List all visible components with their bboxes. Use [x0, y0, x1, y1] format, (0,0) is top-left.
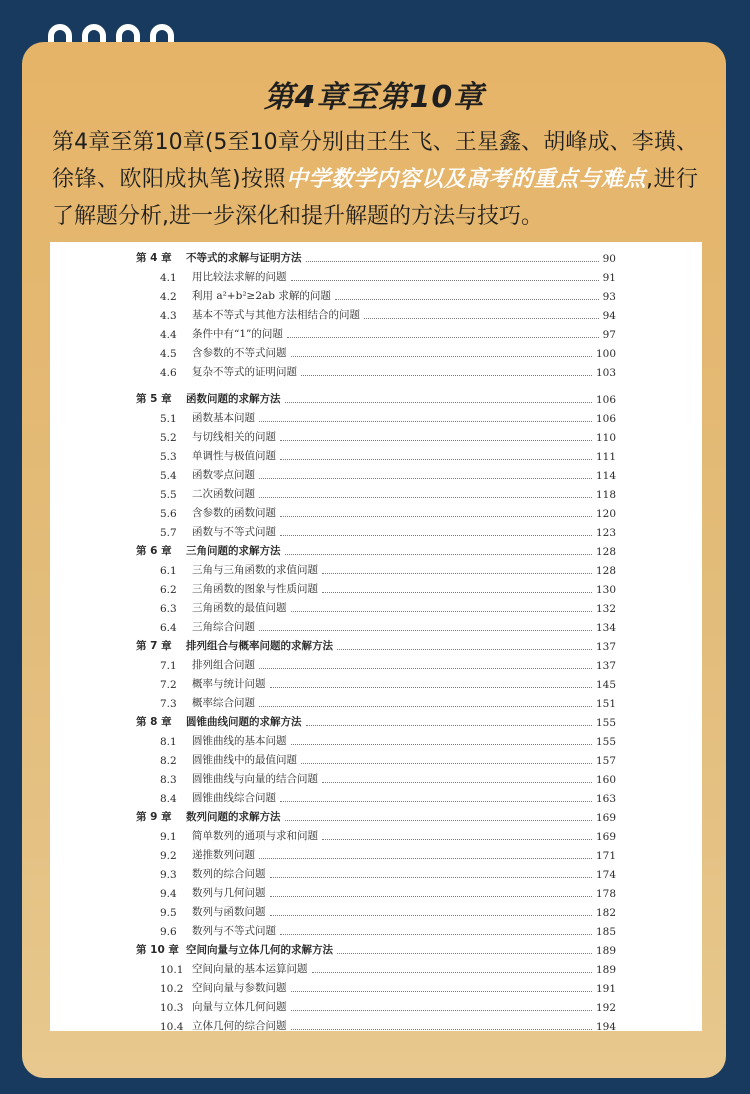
dot-leader — [259, 630, 592, 631]
dot-leader — [364, 318, 599, 319]
section-entry-page: 118 — [595, 489, 616, 501]
section-entry-number: 7.1 — [160, 660, 177, 672]
section-entry — [136, 341, 616, 360]
section-entry-page: 169 — [595, 831, 616, 843]
section-entry-page: 171 — [595, 850, 616, 862]
dot-leader — [322, 839, 592, 840]
chapter-heading-number: 第 10 章 — [136, 944, 179, 956]
section-entry-page: 145 — [595, 679, 616, 691]
section-entry — [136, 976, 616, 995]
section-entry-title: 函数零点问题 — [192, 469, 255, 481]
section-entry-number: 4.1 — [160, 272, 177, 284]
section-entry-page: 91 — [602, 272, 616, 284]
section-entry-title: 利用 a²+b²≥2ab 求解的问题 — [192, 290, 331, 302]
section-entry-number: 4.4 — [160, 329, 177, 341]
section-entry-number: 10.4 — [160, 1021, 184, 1033]
section-entry-number: 6.4 — [160, 622, 177, 634]
section-entry-title: 条件中有“1”的问题 — [192, 328, 283, 340]
dot-leader — [335, 299, 599, 300]
section-entry-number: 5.5 — [160, 489, 177, 501]
dot-leader — [287, 337, 599, 338]
section-entry-number: 4.5 — [160, 348, 177, 360]
section-entry-title: 三角与三角函数的求值问题 — [192, 564, 318, 576]
chapter-heading-page: 106 — [595, 394, 616, 406]
chapter-heading — [136, 246, 616, 265]
section-entry-page: 114 — [595, 470, 616, 482]
dot-leader — [291, 280, 599, 281]
section-entry-page: 189 — [595, 964, 616, 976]
section-entry-title: 空间向量与参数问题 — [192, 982, 287, 994]
section-entry — [136, 881, 616, 900]
section-entry-title: 函数基本问题 — [192, 412, 255, 424]
section-entry-title: 函数与不等式问题 — [192, 526, 276, 538]
dot-leader — [291, 991, 592, 992]
section-entry — [136, 520, 616, 539]
chapter-heading-page: 169 — [595, 812, 616, 824]
section-entry — [136, 615, 616, 634]
section-entry-page: 178 — [595, 888, 616, 900]
section-entry-number: 8.1 — [160, 736, 177, 748]
toc-chapter — [136, 246, 616, 379]
section-entry-page: 174 — [595, 869, 616, 881]
section-entry — [136, 265, 616, 284]
dot-leader — [312, 972, 592, 973]
chapter-heading — [136, 387, 616, 406]
section-entry-number: 10.3 — [160, 1002, 184, 1014]
section-entry-page: 103 — [595, 367, 616, 379]
section-entry-number: 5.2 — [160, 432, 177, 444]
section-entry-title: 二次函数问题 — [192, 488, 255, 500]
dot-leader — [280, 459, 592, 460]
section-entry-title: 含参数的不等式问题 — [192, 347, 287, 359]
section-entry — [136, 1014, 616, 1033]
chapter-heading-title: 函数问题的求解方法 — [186, 393, 281, 405]
intro-paragraph — [52, 124, 698, 235]
dot-leader — [291, 744, 592, 745]
chapter-heading — [136, 710, 616, 729]
chapter-heading-title: 数列问题的求解方法 — [186, 811, 281, 823]
chapter-heading-title: 排列组合与概率问题的求解方法 — [186, 640, 333, 652]
section-entry-number: 9.3 — [160, 869, 177, 881]
section-entry — [136, 691, 616, 710]
intro-text: 第4章至第10章(5至10章分别由王生飞、王星鑫、胡峰成、李璜、徐锋、欧阳成执笔)按照 — [52, 130, 698, 192]
dot-leader — [306, 261, 599, 262]
section-entry-title: 递推数列问题 — [192, 849, 255, 861]
section-entry-page: 151 — [595, 698, 616, 710]
chapter-heading-number: 第 7 章 — [136, 640, 172, 652]
dot-leader — [322, 782, 592, 783]
table-of-contents — [50, 242, 702, 1031]
section-entry-number: 9.5 — [160, 907, 177, 919]
section-entry — [136, 558, 616, 577]
section-entry — [136, 767, 616, 786]
toc-chapter — [136, 387, 616, 539]
section-entry-number: 5.6 — [160, 508, 177, 520]
section-entry-number: 4.3 — [160, 310, 177, 322]
section-entry — [136, 322, 616, 341]
section-entry-page: 111 — [595, 451, 616, 463]
chapter-heading-page: 155 — [595, 717, 616, 729]
dot-leader — [270, 877, 592, 878]
dot-leader — [306, 725, 592, 726]
section-entry-page: 160 — [595, 774, 616, 786]
chapter-heading-title: 三角问题的求解方法 — [186, 545, 281, 557]
section-entry-title: 基本不等式与其他方法相结合的问题 — [192, 309, 360, 321]
section-entry-number: 10.1 — [160, 964, 184, 976]
section-entry-number: 5.3 — [160, 451, 177, 463]
section-entry-title: 空间向量的基本运算问题 — [192, 963, 308, 975]
section-entry-title: 排列组合问题 — [192, 659, 255, 671]
chapter-heading-title: 圆锥曲线问题的求解方法 — [186, 716, 302, 728]
toc-chapter — [136, 634, 616, 710]
toc-chapter — [136, 938, 616, 1033]
dot-leader — [259, 668, 592, 669]
section-entry-number: 4.6 — [160, 367, 177, 379]
section-entry — [136, 444, 616, 463]
section-entry-page: 185 — [595, 926, 616, 938]
dot-leader — [291, 1010, 592, 1011]
chapter-heading-page: 128 — [595, 546, 616, 558]
section-entry-title: 三角函数的图象与性质问题 — [192, 583, 318, 595]
section-entry-title: 概率综合问题 — [192, 697, 255, 709]
chapter-heading — [136, 539, 616, 558]
section-entry — [136, 748, 616, 767]
section-entry-page: 128 — [595, 565, 616, 577]
chapter-heading-page: 189 — [595, 945, 616, 957]
section-entry-title: 立体几何的综合问题 — [192, 1020, 287, 1032]
intro-highlight: 中学数学内容以及高考的重点与难点 — [286, 167, 646, 192]
section-entry-number: 5.4 — [160, 470, 177, 482]
dot-leader — [270, 687, 592, 688]
section-entry — [136, 406, 616, 425]
section-entry-number: 9.2 — [160, 850, 177, 862]
chapter-heading — [136, 938, 616, 957]
dot-leader — [259, 421, 592, 422]
dot-leader — [322, 592, 592, 593]
section-entry — [136, 672, 616, 691]
dot-leader — [285, 402, 592, 403]
section-entry-page: 163 — [595, 793, 616, 805]
section-entry — [136, 843, 616, 862]
section-entry — [136, 729, 616, 748]
section-entry-page: 155 — [595, 736, 616, 748]
chapter-heading-number: 第 6 章 — [136, 545, 172, 557]
section-entry-number: 7.3 — [160, 698, 177, 710]
toc-chapter — [136, 539, 616, 634]
section-entry-title: 三角综合问题 — [192, 621, 255, 633]
dot-leader — [322, 573, 592, 574]
section-entry-title: 向量与立体几何问题 — [192, 1001, 287, 1013]
section-entry-number: 6.2 — [160, 584, 177, 596]
section-entry-page: 132 — [595, 603, 616, 615]
section-entry-title: 圆锥曲线的基本问题 — [192, 735, 287, 747]
section-entry-page: 182 — [595, 907, 616, 919]
section-entry-number: 6.3 — [160, 603, 177, 615]
section-entry-page: 106 — [595, 413, 616, 425]
chapter-heading — [136, 634, 616, 653]
section-entry-page: 94 — [602, 310, 616, 322]
page-title: 第4章至第10章 — [263, 80, 485, 115]
section-entry-title: 三角函数的最值问题 — [192, 602, 287, 614]
chapter-heading-title: 不等式的求解与证明方法 — [186, 252, 302, 264]
section-entry-number: 6.1 — [160, 565, 177, 577]
chapter-heading-number: 第 4 章 — [136, 252, 172, 264]
section-entry — [136, 824, 616, 843]
section-entry — [136, 482, 616, 501]
dot-leader — [301, 375, 592, 376]
section-entry-title: 与切线相关的问题 — [192, 431, 276, 443]
section-entry — [136, 596, 616, 615]
section-entry — [136, 900, 616, 919]
dot-leader — [337, 649, 592, 650]
dot-leader — [259, 706, 592, 707]
section-entry-page: 137 — [595, 660, 616, 672]
section-entry-number: 5.7 — [160, 527, 177, 539]
section-entry-title: 单调性与极值问题 — [192, 450, 276, 462]
section-entry-title: 简单数列的通项与求和问题 — [192, 830, 318, 842]
section-entry-number: 9.1 — [160, 831, 177, 843]
section-entry — [136, 425, 616, 444]
chapter-heading-number: 第 5 章 — [136, 393, 172, 405]
chapter-heading-page: 137 — [595, 641, 616, 653]
section-entry — [136, 786, 616, 805]
section-entry-title: 数列与函数问题 — [192, 906, 266, 918]
dot-leader — [270, 896, 592, 897]
dot-leader — [291, 1029, 592, 1030]
section-entry-page: 120 — [595, 508, 616, 520]
section-entry-number: 5.1 — [160, 413, 177, 425]
section-entry — [136, 360, 616, 379]
section-entry — [136, 919, 616, 938]
section-entry-number: 8.3 — [160, 774, 177, 786]
dot-leader — [291, 356, 592, 357]
section-entry — [136, 303, 616, 322]
dot-leader — [259, 478, 592, 479]
dot-leader — [259, 497, 592, 498]
section-entry-title: 数列与几何问题 — [192, 887, 266, 899]
section-entry-page: 194 — [595, 1021, 616, 1033]
section-entry-number: 9.6 — [160, 926, 177, 938]
dot-leader — [259, 858, 592, 859]
dot-leader — [301, 763, 592, 764]
dot-leader — [337, 953, 592, 954]
section-entry-title: 圆锥曲线与向量的结合问题 — [192, 773, 318, 785]
section-entry-title: 圆锥曲线综合问题 — [192, 792, 276, 804]
content-card — [22, 42, 726, 1078]
section-entry-page: 93 — [602, 291, 616, 303]
dot-leader — [270, 915, 592, 916]
section-entry-page: 100 — [595, 348, 616, 360]
section-entry-title: 数列的综合问题 — [192, 868, 266, 880]
section-entry-page: 110 — [595, 432, 616, 444]
section-entry-page: 134 — [595, 622, 616, 634]
section-entry-page: 157 — [595, 755, 616, 767]
intro-text-end: ,进行了解题分析,进一步深化和提升解题的方法与技巧。 — [52, 167, 698, 229]
dot-leader — [291, 611, 592, 612]
chapter-heading-page: 90 — [602, 253, 616, 265]
section-entry-page: 191 — [595, 983, 616, 995]
dot-leader — [285, 820, 592, 821]
section-entry-number: 10.2 — [160, 983, 184, 995]
dot-leader — [280, 934, 592, 935]
toc-chapter — [136, 710, 616, 805]
section-entry — [136, 653, 616, 672]
section-entry-page: 130 — [595, 584, 616, 596]
dot-leader — [280, 535, 592, 536]
section-entry-title: 含参数的函数问题 — [192, 507, 276, 519]
section-entry-number: 9.4 — [160, 888, 177, 900]
section-entry-number: 8.2 — [160, 755, 177, 767]
section-entry — [136, 995, 616, 1014]
dot-leader — [280, 516, 592, 517]
section-entry-page: 192 — [595, 1002, 616, 1014]
section-entry — [136, 463, 616, 482]
section-entry-page: 97 — [602, 329, 616, 341]
chapter-heading-number: 第 9 章 — [136, 811, 172, 823]
chapter-heading — [136, 805, 616, 824]
section-entry — [136, 501, 616, 520]
section-entry — [136, 577, 616, 596]
section-entry-title: 概率与统计问题 — [192, 678, 266, 690]
section-entry-number: 8.4 — [160, 793, 177, 805]
section-entry-number: 4.2 — [160, 291, 177, 303]
toc-chapter — [136, 805, 616, 938]
section-entry-page: 123 — [595, 527, 616, 539]
chapter-heading-number: 第 8 章 — [136, 716, 172, 728]
section-entry-title: 用比较法求解的问题 — [192, 271, 287, 283]
chapter-heading-title: 空间向量与立体几何的求解方法 — [186, 944, 333, 956]
section-entry-title: 圆锥曲线中的最值问题 — [192, 754, 297, 766]
section-entry-title: 复杂不等式的证明问题 — [192, 366, 297, 378]
section-entry-title: 数列与不等式问题 — [192, 925, 276, 937]
dot-leader — [280, 801, 592, 802]
section-entry-number: 7.2 — [160, 679, 177, 691]
section-entry — [136, 957, 616, 976]
section-entry — [136, 284, 616, 303]
dot-leader — [285, 554, 592, 555]
dot-leader — [280, 440, 592, 441]
section-entry — [136, 862, 616, 881]
